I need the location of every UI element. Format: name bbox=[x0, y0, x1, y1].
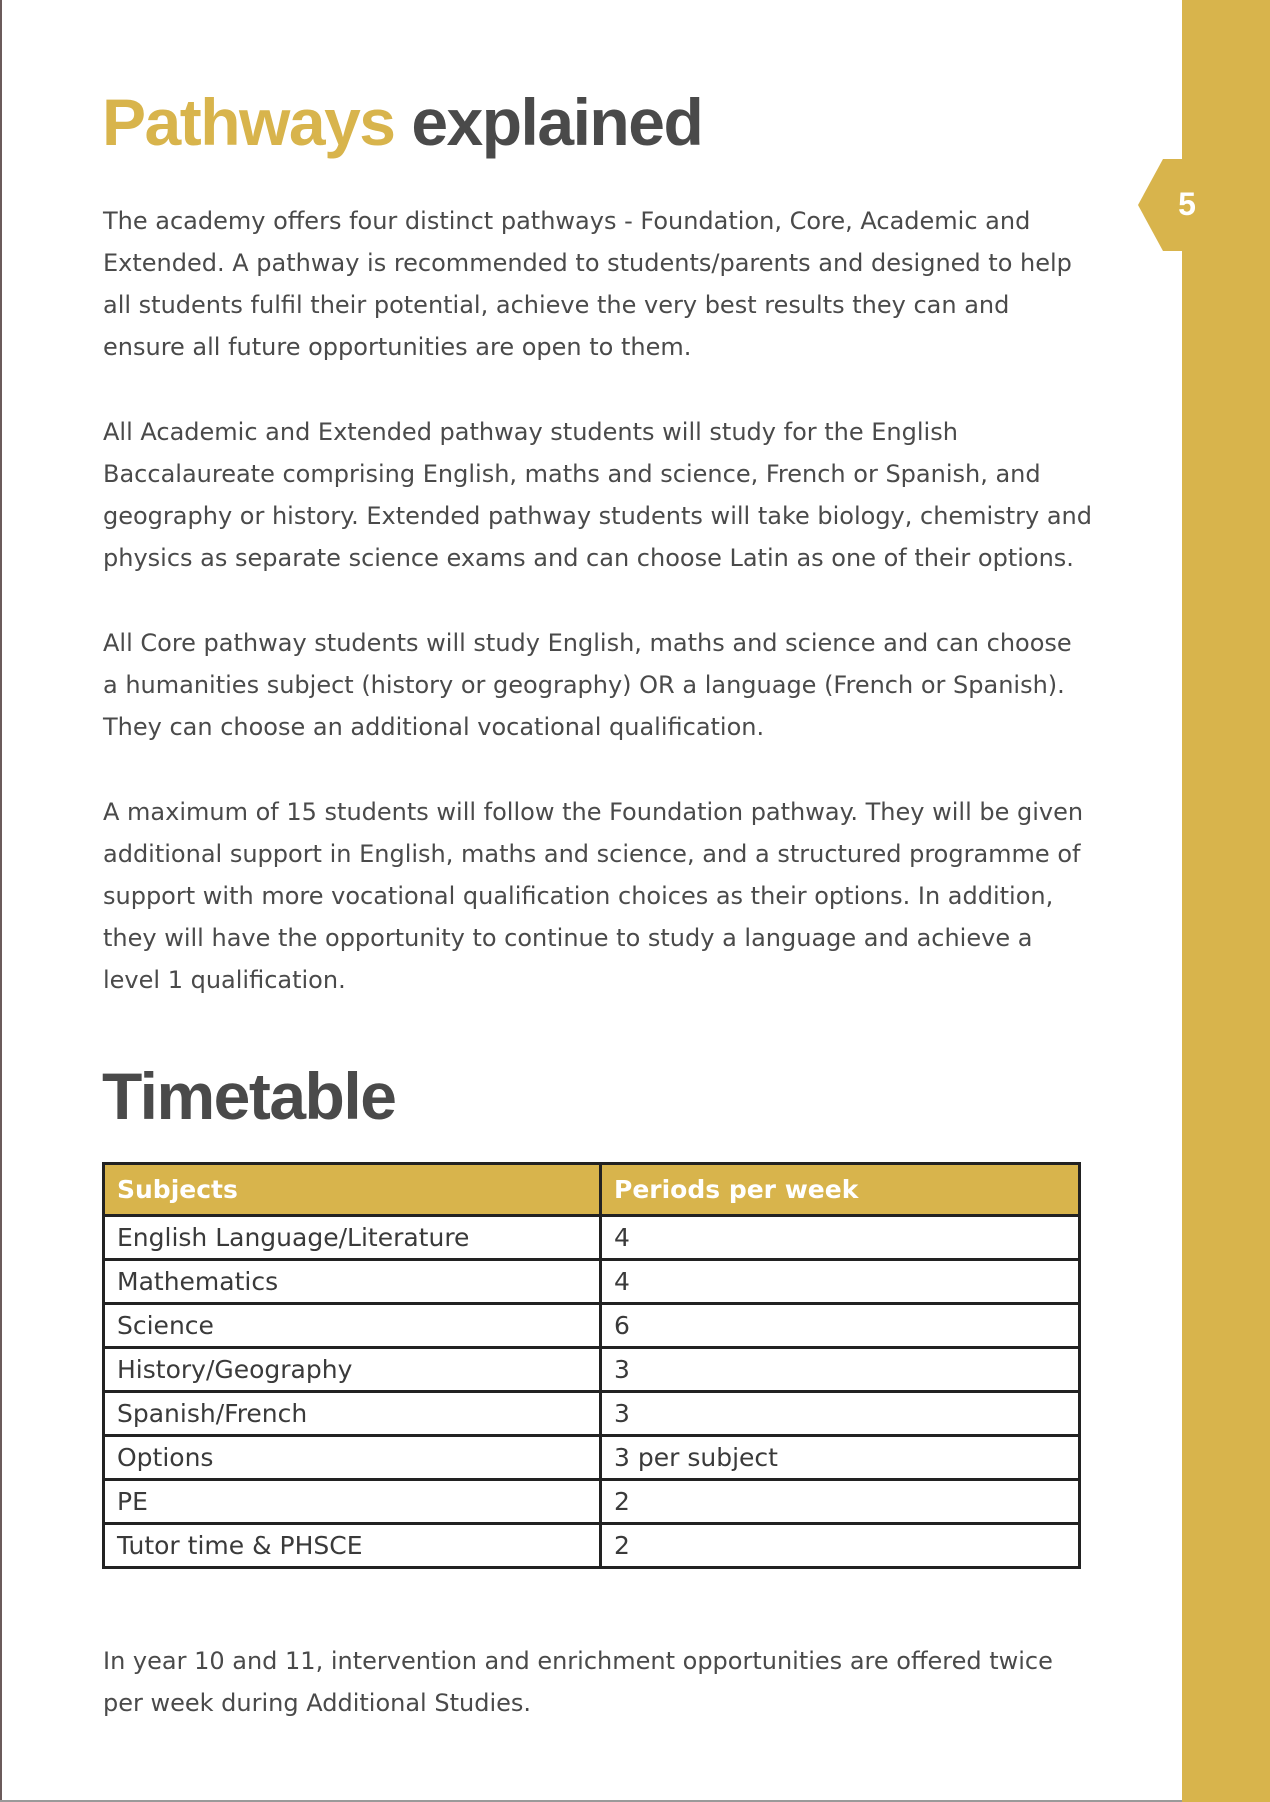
table-header-row bbox=[104, 1164, 1080, 1216]
page-left-edge bbox=[0, 0, 2, 1802]
header-subjects: Subjects bbox=[104, 1164, 601, 1216]
periods-cell: 3 bbox=[601, 1392, 1080, 1436]
table-row bbox=[104, 1348, 1080, 1392]
subject-cell: Science bbox=[104, 1304, 601, 1348]
periods-cell: 3 per subject bbox=[601, 1436, 1080, 1480]
table-row bbox=[104, 1392, 1080, 1436]
table-row bbox=[104, 1524, 1080, 1568]
subject-cell: Spanish/French bbox=[104, 1392, 601, 1436]
periods-cell: 2 bbox=[601, 1480, 1080, 1524]
pathways-intro-paragraph: The academy offers four distinct pathways - Foundation, Core, Academic and Extended. A pathway is recommended to students/parents and designed to help all students fulfil their potential, achieve the very best results they can and ensure all future opportunities are open to them. bbox=[103, 207, 1072, 361]
subject-cell: English Language/Literature bbox=[104, 1216, 601, 1260]
foundation-pathway-paragraph: A maximum of 15 students will follow the Foundation pathway. They will be given additional support in English, maths and science, and a structured programme of support with more vocational qualification choices as their options. In addition, they will have the opportunity to continue to study a language and achieve a level 1 qualification. bbox=[103, 798, 1084, 994]
table-row bbox=[104, 1480, 1080, 1524]
side-color-band bbox=[1182, 0, 1270, 1802]
table-row bbox=[104, 1260, 1080, 1304]
timetable-footnote: In year 10 and 11, intervention and enrichment opportunities are offered twice per week during Additional Studies. bbox=[103, 1647, 1053, 1717]
subject-cell: PE bbox=[104, 1480, 601, 1524]
pathways-heading bbox=[102, 80, 702, 164]
core-pathway-paragraph: All Core pathway students will study English, maths and science and can choose a humanities subject (history or geography) OR a language (French or Spanish). They can choose an additional vocational qualification. bbox=[103, 629, 1072, 741]
periods-cell: 4 bbox=[601, 1260, 1080, 1304]
periods-cell: 6 bbox=[601, 1304, 1080, 1348]
subject-cell: History/Geography bbox=[104, 1348, 601, 1392]
periods-cell: 3 bbox=[601, 1348, 1080, 1392]
subject-cell: Options bbox=[104, 1436, 601, 1480]
timetable-table bbox=[102, 1162, 1081, 1569]
pathways-heading-accent: Pathways bbox=[102, 85, 395, 159]
periods-cell: 2 bbox=[601, 1524, 1080, 1568]
table-row bbox=[104, 1436, 1080, 1480]
periods-cell: 4 bbox=[601, 1216, 1080, 1260]
subject-cell: Mathematics bbox=[104, 1260, 601, 1304]
table-row bbox=[104, 1304, 1080, 1348]
subject-cell: Tutor time & PHSCE bbox=[104, 1524, 601, 1568]
academic-extended-paragraph: All Academic and Extended pathway students will study for the English Baccalaureate comprising English, maths and science, French or Spanish, and geography or history. Extended pathway students will take biology, chemistry and physics as separate science exams and can choose Latin as one of their options. bbox=[103, 418, 1092, 572]
timetable-heading: Timetable bbox=[102, 1059, 396, 1133]
page-number: 5 bbox=[1178, 186, 1196, 222]
pathways-heading-rest: explained bbox=[411, 85, 703, 159]
header-periods: Periods per week bbox=[601, 1164, 1080, 1216]
table-row bbox=[104, 1216, 1080, 1260]
